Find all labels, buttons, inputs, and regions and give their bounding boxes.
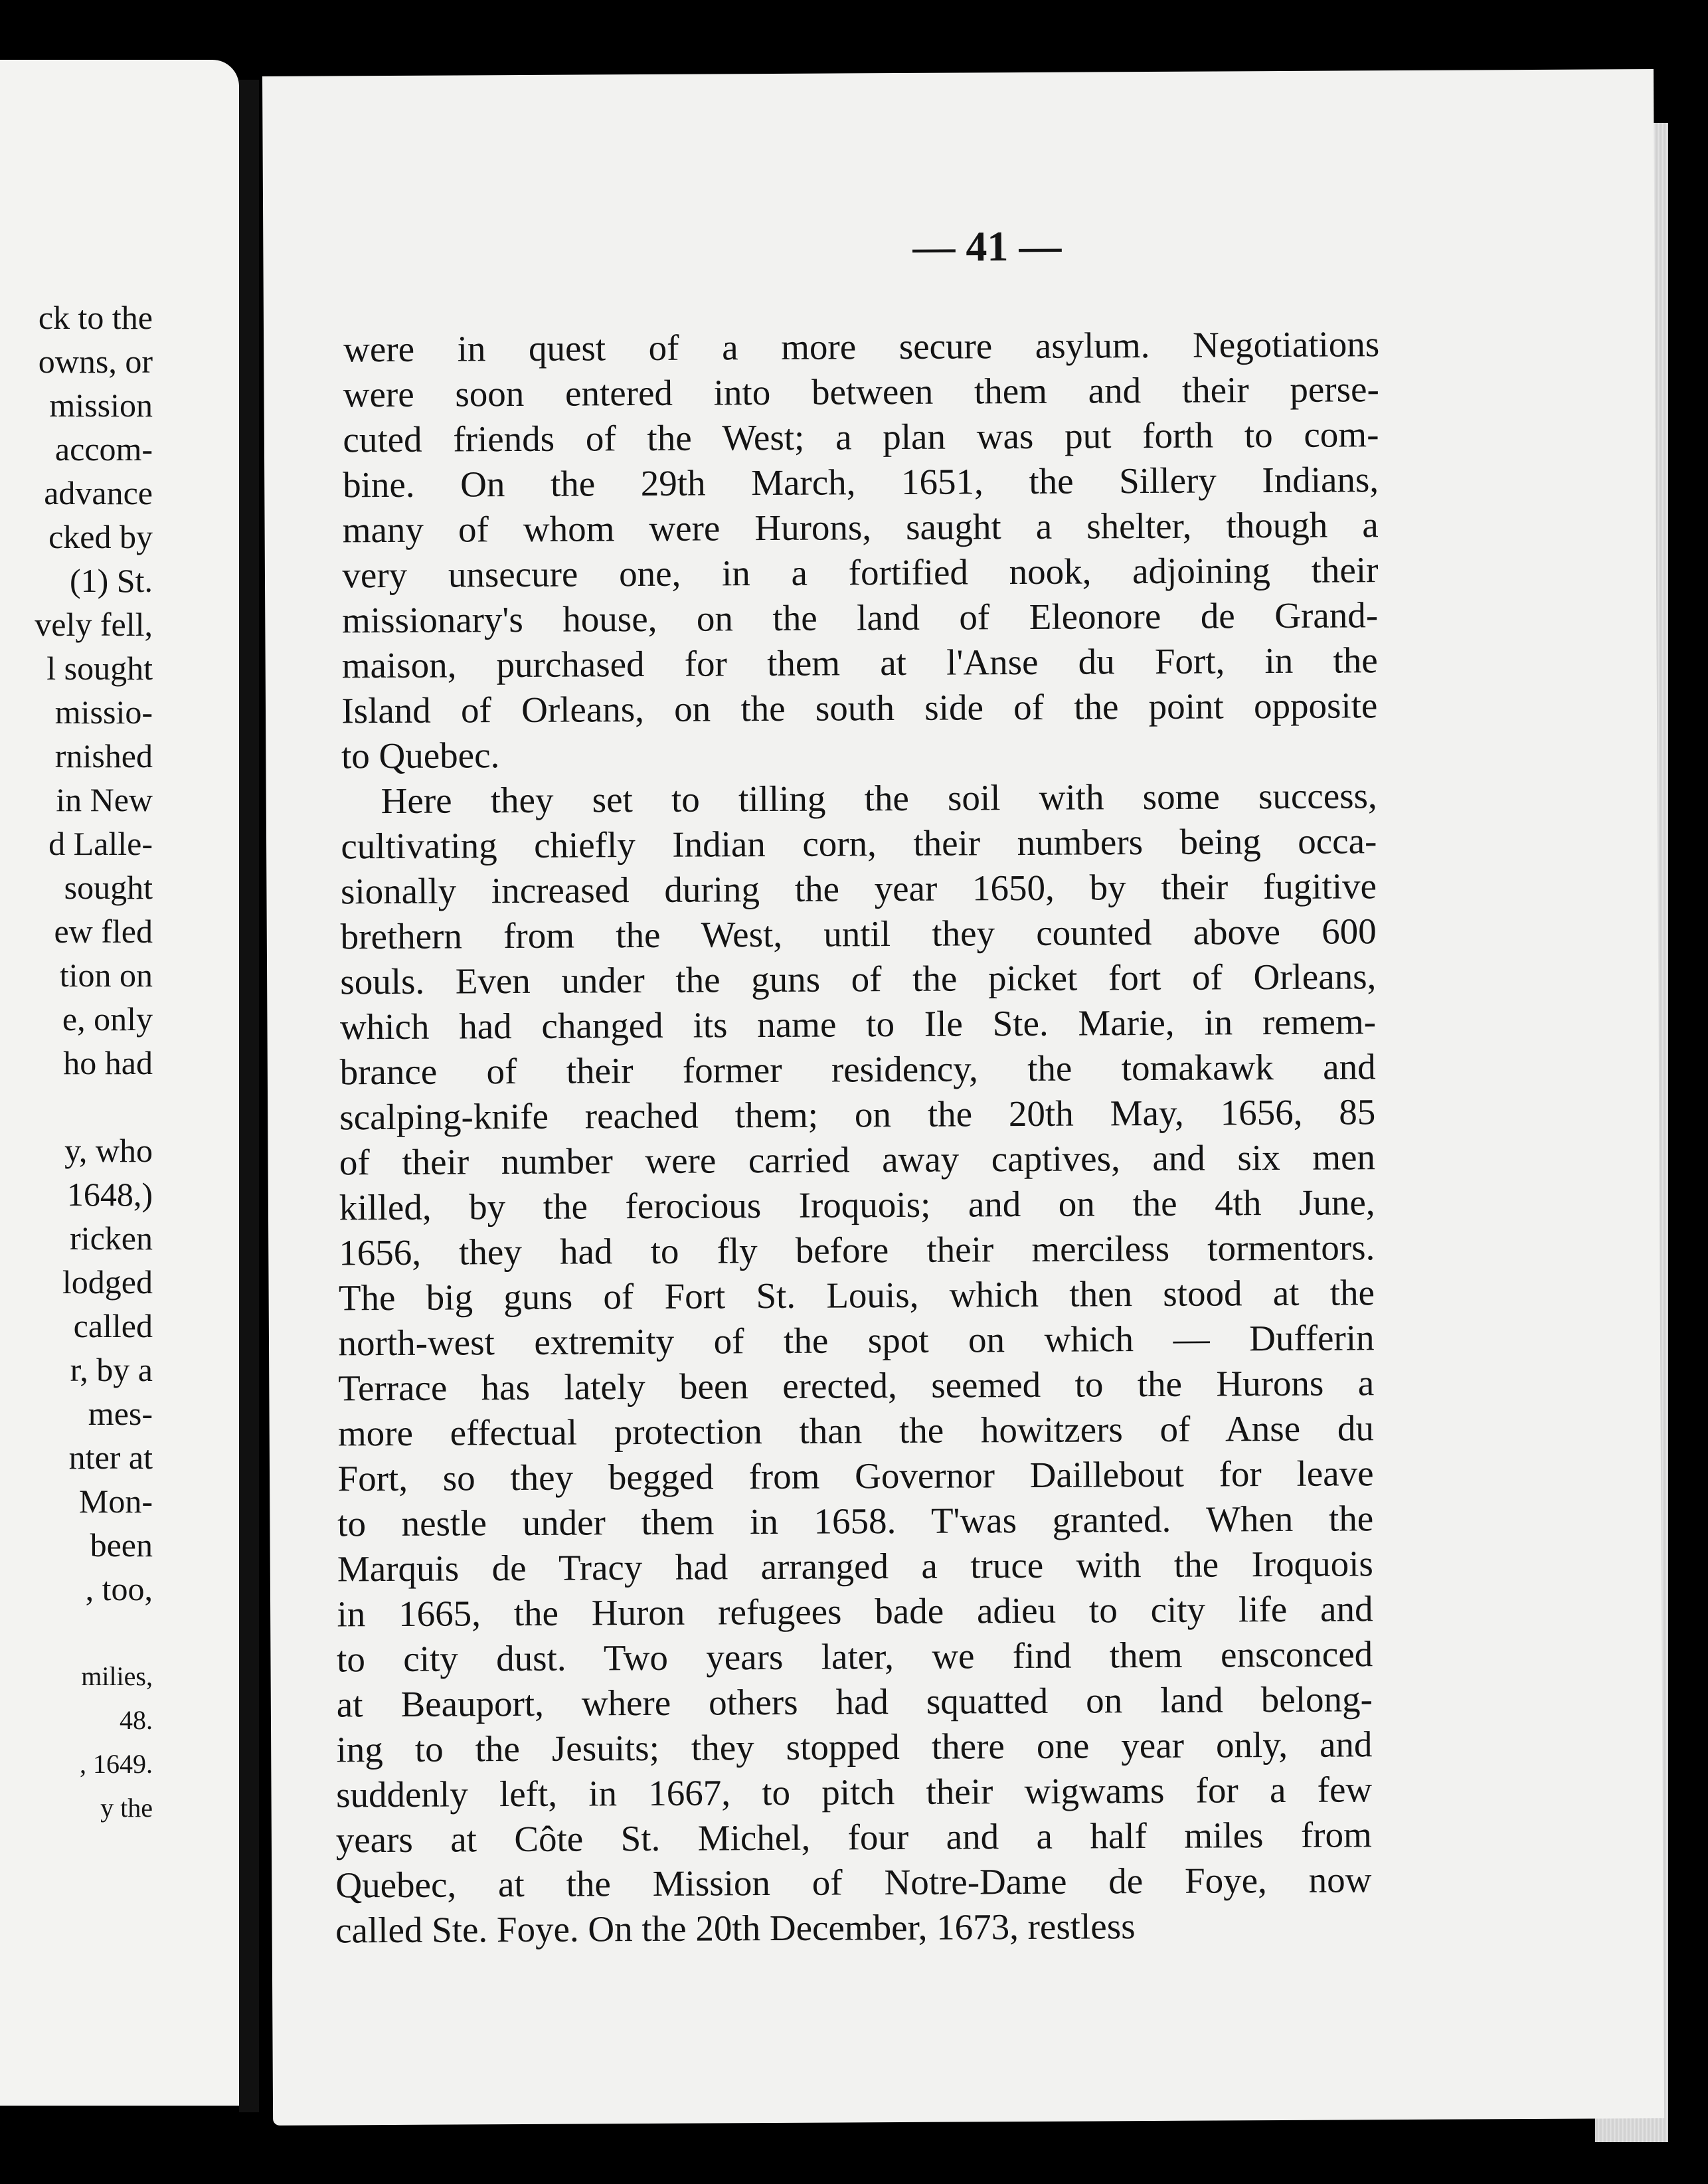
body-text-line: Quebec, at the Mission of Notre-Dame de Foye, now [335,1859,1372,1906]
body-text-line: many of whom were Hurons, saught a shelter, though a [342,504,1379,551]
body-text-line: in 1665, the Huron refugees bade adieu to city life and [337,1588,1373,1635]
body-text-line: more effectual protection than the howitzers of Anse du [337,1408,1375,1454]
left-page-line: 48. [120,1705,153,1735]
left-page-line: missio- [54,693,153,731]
left-page-line: ck to the [38,299,153,336]
left-page [0,60,239,2106]
left-page-line: nter at [68,1439,153,1476]
left-page-line: called [73,1307,153,1344]
body-text-line: Terrace has lately been erected, seemed to the Hurons a [338,1362,1375,1409]
body-text-line: to nestle under them in 1658. T'was granted. When the [337,1498,1374,1544]
body-text-line: souls. Even under the guns of the picket fort of Orleans, [340,956,1377,1002]
left-page-line: rnished [54,737,153,774]
left-page-line: milies, [81,1661,153,1691]
left-page-line: in New [56,781,153,818]
body-text-line: sionally increased during the year 1650, by their fugitive [340,865,1377,912]
body-text-line: which had changed its name to Ile Ste. Marie, in remem- [339,1001,1377,1047]
body-text-line: at Beauport, where others had squatted on land belong- [336,1679,1373,1725]
body-text-line: brethern from the West, until they counted above 600 [340,911,1377,957]
body-text-line: were soon entered into between them and their perse- [343,369,1379,415]
body-text-line: missionary's house, on the land of Eleonore de Grand- [341,594,1379,641]
left-page-line: been [90,1526,153,1564]
body-text-line: Fort, so they begged from Governor Daillebout for leave [337,1453,1374,1499]
left-page-line: , too, [85,1570,153,1607]
left-page-line: y, who [64,1132,153,1169]
body-text-line: cuted friends of the West; a plan was put forth to com- [343,414,1379,460]
body-text-line: The big guns of Fort St. Louis, which then stood at the [338,1272,1375,1319]
book-spine [239,80,259,2112]
left-page-line: cked by [48,518,153,555]
body-text-line: years at Côte St. Michel, four and a half miles from [335,1814,1372,1861]
body-text-line: maison, purchased for them at l'Anse du Fort, in the [341,640,1378,686]
left-page-line: l sought [46,650,153,687]
body-text-line: north-west extremity of the spot on which — Dufferin [338,1317,1375,1364]
left-page-line: d Lalle- [48,825,153,862]
left-page-line: ricken [70,1220,153,1257]
body-text-line: Island of Orleans, on the south side of the point opposite [341,685,1378,731]
left-page-line: , 1649. [80,1749,153,1779]
body-text-line: very unsecure one, in a fortified nook, adjoining their [342,549,1379,596]
body-text-line: cultivating chiefly Indian corn, their numbers being occa- [341,820,1377,867]
body-text-line: Marquis de Tracy had arranged a truce with the Iroquois [337,1543,1373,1590]
left-page-line: owns, or [38,343,153,380]
left-page-line: y the [100,1793,153,1823]
body-text-line: killed, by the ferocious Iroquois; and on the 4th June, [339,1182,1375,1228]
body-text-line: Here they set to tilling the soil with some success, [381,775,1377,822]
left-page-line: Mon- [78,1483,153,1520]
body-text-line: to Quebec. [341,735,500,776]
left-page-line: e, only [62,1000,153,1038]
left-page-line: sought [64,869,153,906]
left-page-line: vely fell, [35,606,153,643]
right-page [262,69,1664,2126]
left-page-line: accom- [54,430,153,468]
body-text-line: were in quest of a more secure asylum. Negotiations [343,323,1380,370]
body-text-line: suddenly left, in 1667, to pitch their wigwams for a few [335,1769,1373,1815]
left-page-line: mes- [88,1395,153,1432]
page-number: — 41 — [912,222,1062,270]
left-page-line: (1) St. [70,562,153,599]
body-text-line: ing to the Jesuits; they stopped there one year only, and [336,1724,1373,1770]
left-page-line: lodged [62,1263,153,1301]
body-text-line: called Ste. Foye. On the 20th December, 1673, restless [335,1906,1136,1951]
left-page-line: advance [44,474,153,511]
left-page-line: ho had [63,1044,153,1081]
body-text-line: of their number were carried away captives, and six men [339,1137,1376,1183]
body-text-line: to city dust. Two years later, we find them ensconced [337,1633,1373,1680]
left-page-line: mission [49,387,153,424]
left-page-line: r, by a [70,1351,153,1388]
left-page-line: 1648,) [66,1176,153,1213]
body-text-line: brance of their former residency, the tomakawk and [339,1046,1376,1093]
body-text-line: scalping-knife reached them; on the 20th May, 1656, 85 [339,1091,1376,1138]
left-page-line: tion on [59,956,153,994]
body-text-line: 1656, they had to fly before their merciless tormentors. [339,1227,1375,1273]
left-page-line: ew fled [54,913,153,950]
body-text-line: bine. On the 29th March, 1651, the Sillery Indians, [342,459,1379,505]
